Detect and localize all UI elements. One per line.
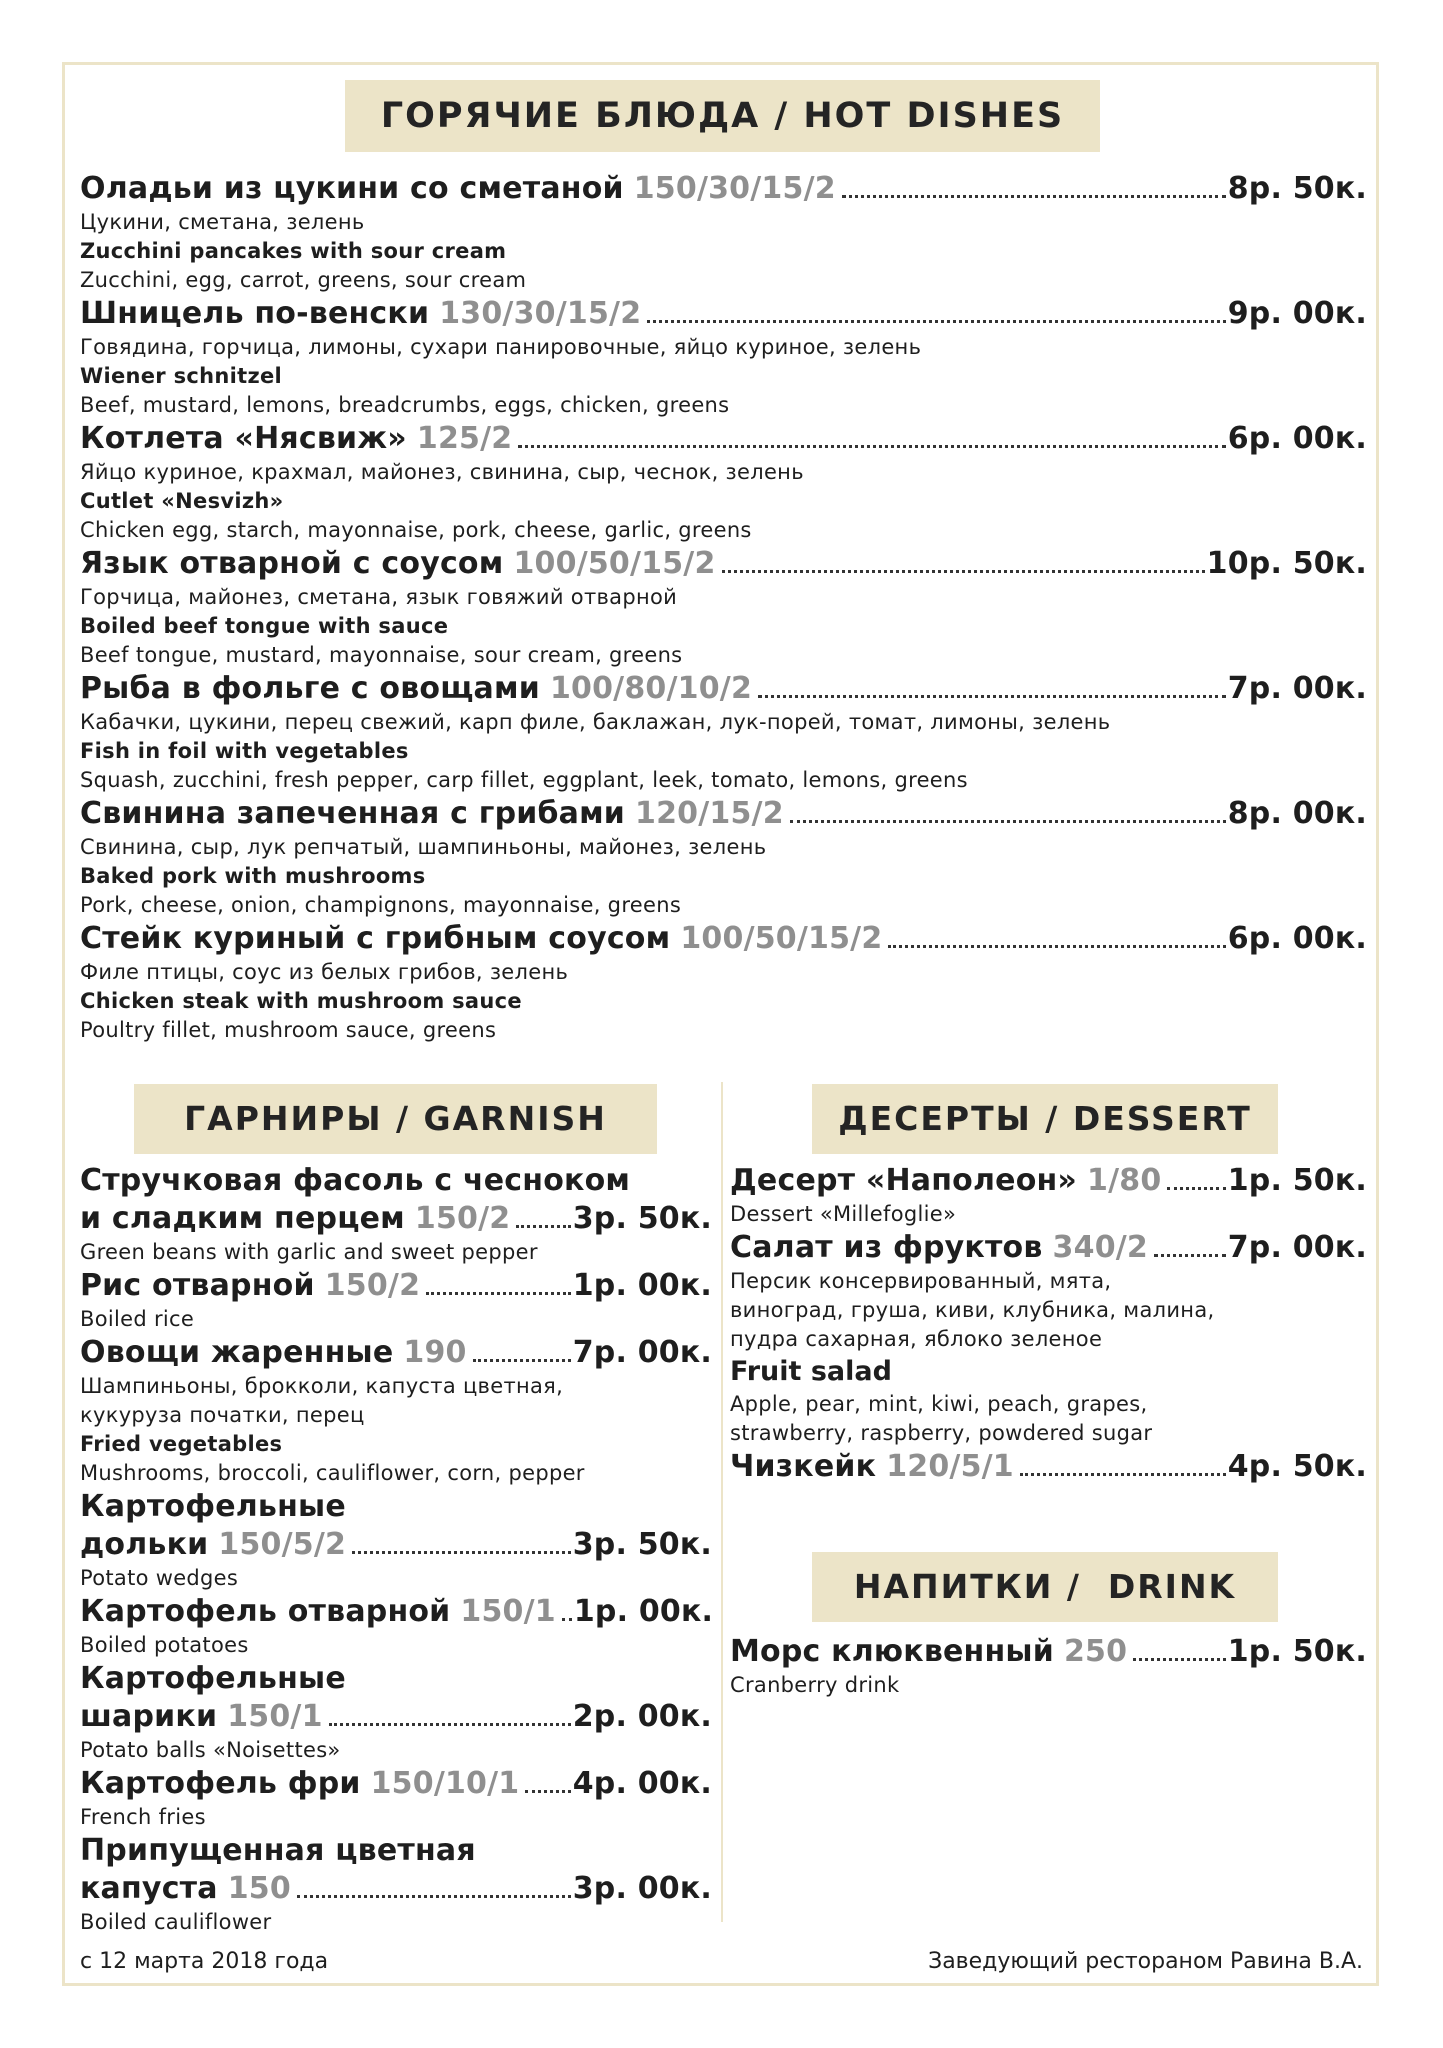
dish-weight: 340/2 <box>1052 1230 1148 1265</box>
dot-leader <box>426 1292 571 1295</box>
dot-leader <box>842 195 1226 198</box>
dish-name-en: Wiener schnitzel <box>80 364 283 388</box>
garnish-list <box>80 1162 712 1937</box>
dish-weight: 100/50/15/2 <box>513 546 716 581</box>
dish-name: капуста <box>80 1871 218 1906</box>
dish-price: 3р. 50к. <box>572 1527 712 1562</box>
dish-weight: 100/50/15/2 <box>680 921 883 956</box>
menu-item <box>80 1832 712 1937</box>
dish-name-en: Boiled beef tongue with sauce <box>80 614 449 638</box>
dish-weight: 150/10/1 <box>370 1766 520 1801</box>
menu-item <box>80 1334 712 1488</box>
dish-weight: 150/5/2 <box>218 1527 347 1562</box>
dish-name-en: Chicken steak with mushroom sauce <box>80 989 522 1013</box>
dish-ingredients-ru: Говядина, горчица, лимоны, сухари панировочные, яйцо куриное, зелень <box>80 335 922 359</box>
dish-name-en: Boiled potatoes <box>80 1633 249 1657</box>
dish-ingredients-ru: Свинина, сыр, лук репчатый, шампиньоны, майонез, зелень <box>80 835 767 859</box>
dish-price: 1р. 50к. <box>1227 1634 1367 1669</box>
dish-price: 4р. 50к. <box>1227 1449 1367 1484</box>
menu-item <box>80 1488 712 1593</box>
menu-item <box>80 795 1367 920</box>
dot-leader <box>329 1723 571 1726</box>
dish-name-en: Dessert «Millefoglie» <box>730 1202 957 1226</box>
hot-dishes-list <box>80 170 1367 1045</box>
menu-item <box>730 1162 1367 1229</box>
dish-price: 4р. 00к. <box>572 1766 712 1801</box>
dot-leader <box>1133 1658 1226 1661</box>
dish-name: Шницель по-венски <box>80 296 430 331</box>
dish-ingredients-ru: пудра сахарная, яблоко зеленое <box>730 1327 1103 1351</box>
dot-leader <box>473 1359 571 1362</box>
dish-name-en: Green beans with garlic and sweet pepper <box>80 1240 538 1264</box>
dish-name: Свинина запеченная с грибами <box>80 796 626 831</box>
dot-leader <box>790 820 1226 823</box>
dot-leader <box>518 445 1225 448</box>
dot-leader <box>297 1895 571 1898</box>
dish-name: Картофель отварной <box>80 1594 451 1629</box>
dish-weight: 1/80 <box>1087 1163 1162 1198</box>
dish-ingredients-en: Pork, cheese, onion, champignons, mayonnaise, greens <box>80 893 682 917</box>
dish-ingredients-ru: Персик консервированный, мята, <box>730 1269 1112 1293</box>
dish-name: шарики <box>80 1699 218 1734</box>
dish-ingredients-en: Poultry fillet, mushroom sauce, greens <box>80 1018 497 1042</box>
dish-price: 7р. 00к. <box>1227 671 1367 706</box>
drink-banner: НАПИТКИ / DRINK <box>812 1552 1278 1622</box>
manager-signature: Заведующий рестораном Равина В.А. <box>928 1949 1363 1974</box>
dish-price: 3р. 50к. <box>572 1201 712 1236</box>
dish-name-en: French fries <box>80 1805 206 1829</box>
dish-price: 2р. 00к. <box>572 1699 712 1734</box>
dish-price: 1р. 00к. <box>572 1268 712 1303</box>
dish-price: 3р. 00к. <box>572 1871 712 1906</box>
dish-name: Рыба в фольге с овощами <box>80 671 540 706</box>
dish-weight: 150 <box>227 1871 291 1906</box>
dish-ingredients-en: Apple, pear, mint, kiwi, peach, grapes, <box>730 1392 1148 1416</box>
dish-price: 1р. 50к. <box>1227 1163 1367 1198</box>
dish-name: Десерт «Наполеон» <box>730 1163 1078 1198</box>
dish-name-en: Baked pork with mushrooms <box>80 864 426 888</box>
dish-ingredients-en: Beef tongue, mustard, mayonnaise, sour cream, greens <box>80 643 683 667</box>
dessert-banner: ДЕСЕРТЫ / DESSERT <box>812 1084 1278 1154</box>
dish-price: 7р. 00к. <box>572 1335 712 1370</box>
dish-weight: 190 <box>403 1335 467 1370</box>
dish-name-en: Potato wedges <box>80 1566 239 1590</box>
dish-name: Язык отварной с соусом <box>80 546 504 581</box>
menu-item <box>80 420 1367 545</box>
dish-price: 7р. 00к. <box>1227 1230 1367 1265</box>
dish-name: Овощи жаренные <box>80 1335 394 1370</box>
dot-leader <box>888 945 1225 948</box>
dish-name-en: Cutlet «Nesvizh» <box>80 489 284 513</box>
dish-ingredients-en: Mushrooms, broccoli, cauliflower, corn, pepper <box>80 1461 585 1485</box>
dish-price: 10р. 50к. <box>1206 546 1367 581</box>
dish-name: Оладьи из цукини со сметаной <box>80 171 624 206</box>
dish-name-en: Cranberry drink <box>730 1673 900 1697</box>
dot-leader <box>1154 1254 1226 1257</box>
dish-name: Котлета «Нясвиж» <box>80 421 407 456</box>
dot-leader <box>516 1225 570 1228</box>
dish-weight: 150/1 <box>227 1699 323 1734</box>
dish-ingredients-en: Chicken egg, starch, mayonnaise, pork, cheese, garlic, greens <box>80 518 752 542</box>
dish-name-line1: Стручковая фасоль с чесноком <box>80 1163 631 1198</box>
dish-price: 1р. 00к. <box>573 1594 714 1629</box>
dish-price: 6р. 00к. <box>1227 421 1367 456</box>
dish-name: Картофель фри <box>80 1766 361 1801</box>
dish-ingredients-ru: Шампиньоны, брокколи, капуста цветная, <box>80 1374 564 1398</box>
dish-ingredients-ru: Филе птицы, соус из белых грибов, зелень <box>80 960 569 984</box>
dish-name: дольки <box>80 1527 209 1562</box>
dish-name-line1: Картофельные <box>80 1661 346 1696</box>
drink-list <box>730 1633 1367 1700</box>
dish-price: 6р. 00к. <box>1227 921 1367 956</box>
dish-name-line1: Припущенная цветная <box>80 1833 476 1868</box>
dish-name-line1: Картофельные <box>80 1489 346 1524</box>
dish-name: Рис отварной <box>80 1268 315 1303</box>
menu-item <box>80 1765 712 1832</box>
dot-leader <box>647 320 1225 323</box>
dish-weight: 120/5/1 <box>886 1449 1014 1484</box>
menu-item <box>80 545 1367 670</box>
dish-ingredients-ru: Кабачки, цукини, перец свежий, карп филе, баклажан, лук-порей, томат, лимоны, зелень <box>80 710 1111 734</box>
effective-date: с 12 марта 2018 года <box>80 1949 329 1974</box>
dish-price: 8р. 00к. <box>1227 796 1367 831</box>
dot-leader <box>722 570 1205 573</box>
dish-name: и сладким перцем <box>80 1201 405 1236</box>
dot-leader <box>758 695 1226 698</box>
dish-ingredients-ru: Горчица, майонез, сметана, язык говяжий отварной <box>80 585 678 609</box>
dot-leader <box>525 1790 570 1793</box>
dish-name-en: Boiled cauliflower <box>80 1910 272 1934</box>
dish-name-en: Potato balls «Noisettes» <box>80 1738 341 1762</box>
dish-weight: 150/1 <box>460 1594 556 1629</box>
dish-weight: 130/30/15/2 <box>439 296 642 331</box>
dish-ingredients-en: Beef, mustard, lemons, breadcrumbs, eggs, chicken, greens <box>80 393 730 417</box>
menu-item <box>80 295 1367 420</box>
dish-name-en: Fried vegetables <box>80 1432 283 1456</box>
column-divider <box>721 1082 723 1922</box>
dish-weight: 125/2 <box>416 421 513 456</box>
dish-weight: 100/80/10/2 <box>549 671 753 706</box>
menu-item <box>80 1267 712 1334</box>
dish-ingredients-ru: Цукини, сметана, зелень <box>80 210 365 234</box>
menu-item <box>80 920 1367 1045</box>
menu-item <box>80 1660 712 1765</box>
dish-ingredients-en: strawberry, raspberry, powdered sugar <box>730 1421 1153 1445</box>
dish-name: Морс клюквенный <box>730 1634 1054 1669</box>
dish-name-en: Fish in foil with vegetables <box>80 739 409 763</box>
dish-name-en: Boiled rice <box>80 1307 195 1331</box>
dish-name: Чизкейк <box>730 1449 877 1484</box>
dish-weight: 150/2 <box>324 1268 421 1303</box>
dish-ingredients-en: Zucchini, egg, carrot, greens, sour cream <box>80 268 527 292</box>
hot-dishes-banner: ГОРЯЧИЕ БЛЮДА / HOT DISHES <box>345 80 1100 152</box>
dot-leader <box>352 1551 571 1554</box>
dish-weight: 150/30/15/2 <box>633 171 836 206</box>
menu-item <box>80 170 1367 295</box>
dish-name: Салат из фруктов <box>730 1230 1043 1265</box>
dish-name-en: Zucchini pancakes with sour cream <box>80 239 507 263</box>
dish-price: 8р. 50к. <box>1227 171 1367 206</box>
dish-weight: 150/2 <box>414 1201 511 1236</box>
menu-item <box>80 1162 712 1267</box>
menu-item <box>80 1593 712 1660</box>
dish-weight: 250 <box>1063 1634 1128 1669</box>
dish-ingredients-ru: кукуруза початки, перец <box>80 1403 365 1427</box>
dish-name: Стейк куриный с грибным соусом <box>80 921 671 956</box>
dot-leader <box>1020 1473 1226 1476</box>
dish-price: 9р. 00к. <box>1227 296 1367 331</box>
dish-ingredients-ru: Яйцо куриное, крахмал, майонез, свинина, сыр, чеснок, зелень <box>80 460 804 484</box>
dot-leader <box>562 1618 572 1621</box>
menu-item <box>730 1229 1367 1448</box>
garnish-banner: ГАРНИРЫ / GARNISH <box>134 1084 657 1154</box>
dish-name-en: Fruit salad <box>730 1356 892 1387</box>
dish-weight: 120/15/2 <box>635 796 784 831</box>
dessert-list <box>730 1162 1367 1486</box>
dish-ingredients-en: Squash, zucchini, fresh pepper, carp fillet, eggplant, leek, tomato, lemons, greens <box>80 768 968 792</box>
menu-item <box>730 1633 1367 1700</box>
dot-leader <box>1167 1187 1225 1190</box>
dish-ingredients-ru: виноград, груша, киви, клубника, малина, <box>730 1298 1215 1322</box>
menu-item <box>80 670 1367 795</box>
menu-item <box>730 1448 1367 1486</box>
